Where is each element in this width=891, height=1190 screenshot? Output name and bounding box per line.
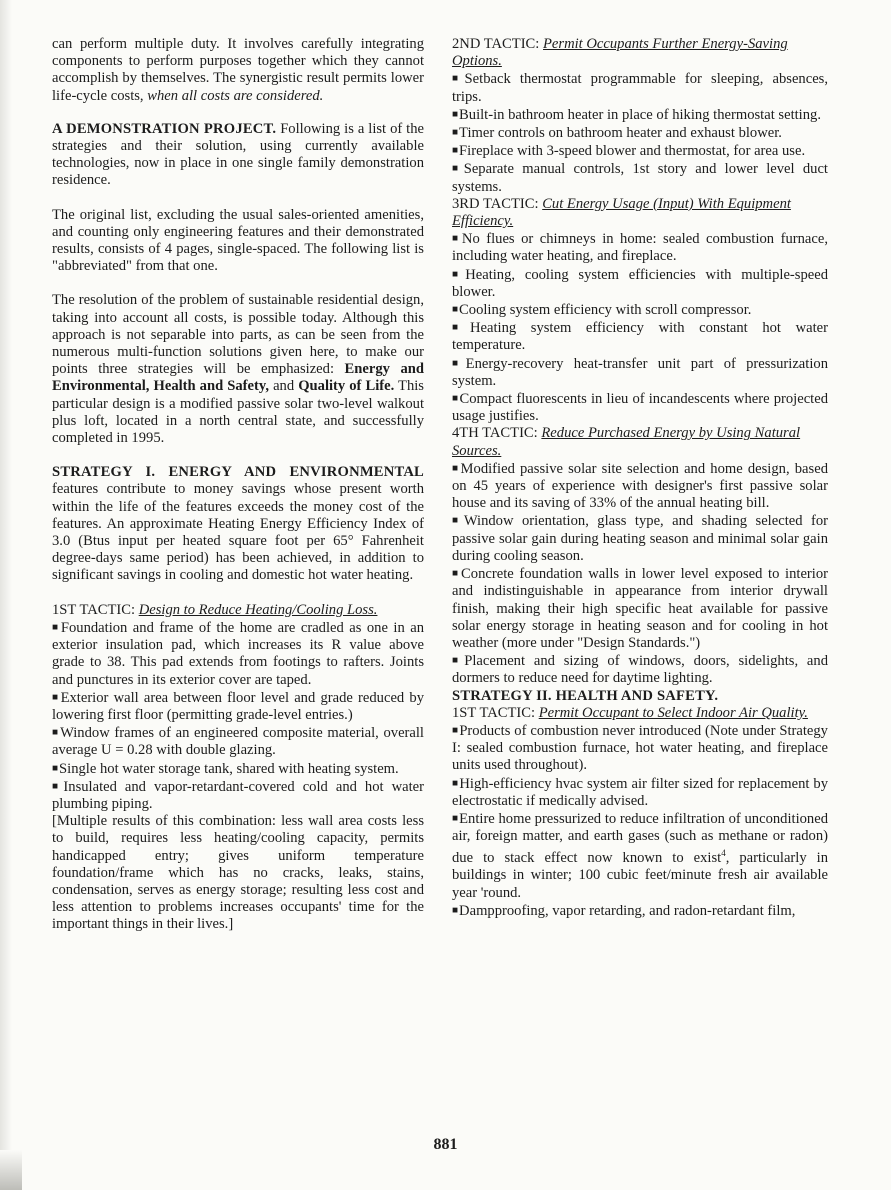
list-item <box>452 301 828 319</box>
tactic1-results: [Multiple results of this combination: less wall area costs less to build, requires less heating/cooling capacity, permits handicapped entry; gives uniform temperature foundation/frame which has no cracks, leaks, stains, condensation, serves as energy storage; resulting less cost and less attention to problems increases occupants' time for the important things in their lives.] <box>52 813 424 933</box>
resolution-text: The resolution of the problem of sustainable residential design, taking into account all costs, is possible today. Although this approach is not separable into parts, as can be seen from the numerous multi-function solutions given here, to make our points three strategies will be emphasized: <box>52 292 424 378</box>
footnote-ref: 4 <box>721 848 726 859</box>
square-bullet-icon: ■ <box>452 233 461 245</box>
s2-tactic1-heading <box>452 705 828 722</box>
list-item-text: Foundation and frame of the home are cradled as one in an exterior insulation pad, which increases its R value above grade to 38. This pad extends from footings to rafters. Joints and punctures in its exterior cover are taped. <box>52 619 424 688</box>
square-bullet-icon: ■ <box>452 904 459 916</box>
list-item <box>452 124 828 142</box>
tactic4-heading <box>452 425 828 459</box>
square-bullet-icon: ■ <box>52 762 59 774</box>
square-bullet-icon: ■ <box>452 145 459 157</box>
square-bullet-icon: ■ <box>452 163 463 175</box>
intro-text: can perform multiple duty. It involves carefully integrating components to perform purposes together which they cannot accomplish by themselves. The synergistic result permits lower life-cycle costs, <box>52 36 424 104</box>
quality-of-life-bold: Quality of Life. <box>298 378 395 395</box>
resolution-end-text: This particular design is a modified passive solar two-level walkout plus loft, located in a north central state, and successfully completed in 1995. <box>52 378 424 447</box>
list-item-text: Placement and sizing of windows, doors, sidelights, and dormers to reduce need for daytime lighting. <box>452 653 828 687</box>
list-item-text: High-efficiency hvac system air filter sized for replacement by electrostatic if medically advised. <box>452 775 828 809</box>
list-item-text: No flues or chimneys in home: sealed combustion furnace, including water heating, and fireplace. <box>452 231 828 265</box>
list-item <box>452 652 828 687</box>
square-bullet-icon: ■ <box>452 777 459 789</box>
demonstration-heading: A DEMONSTRATION PROJECT. <box>52 120 277 137</box>
square-bullet-icon: ■ <box>452 322 469 334</box>
list-item <box>452 106 828 124</box>
list-item <box>452 355 828 390</box>
square-bullet-icon: ■ <box>52 780 63 792</box>
list-item-text: Setback thermostat programmable for sleeping, absences, trips. <box>452 71 828 105</box>
list-item <box>452 902 828 920</box>
list-item-text: Timer controls on bathroom heater and exhaust blower. <box>459 125 782 142</box>
tactic4-label: 4TH TACTIC: <box>452 425 538 442</box>
page-number: 881 <box>433 1136 458 1153</box>
list-item-text: Modified passive solar site selection and home design, based on 45 years of experience with designer's first passive solar house and its saving of 33% of the annual heating bill. <box>452 460 828 512</box>
square-bullet-icon: ■ <box>452 393 459 405</box>
square-bullet-icon: ■ <box>52 621 60 633</box>
s2-tactic1-title: Permit Occupant to Select Indoor Air Quality. <box>538 704 808 721</box>
tactic2-title: Permit Occupants Further Energy-Saving Options. <box>452 36 788 70</box>
demonstration-text: Following is a list of the strategies and their solution, using currently available technologies, now in place in one single family demonstration residence. <box>52 120 425 189</box>
list-item-text: Cooling system efficiency with scroll compressor. <box>459 302 752 319</box>
list-item-text: Energy-recovery heat-transfer unit part of pressurization system. <box>452 355 828 389</box>
square-bullet-icon: ■ <box>452 462 460 474</box>
list-item <box>452 775 828 810</box>
list-item-text: Heating system efficiency with constant hot water temperature. <box>452 320 828 354</box>
list-item-text: Concrete foundation walls in lower level exposed to interior and indistinguishable in appearance from interior drywall finish, making their high specific heat available for passive solar energy storage in heating season and for cooling in hot weather (more under "Design Standards.") <box>452 566 828 651</box>
list-item <box>452 142 828 160</box>
list-item-text: Insulated and vapor-retardant-covered cold and hot water plumbing piping. <box>52 778 424 812</box>
list-item <box>452 266 828 301</box>
list-item <box>452 390 828 425</box>
tactic1-title: Design to Reduce Heating/Cooling Loss. <box>138 601 378 618</box>
list-item <box>52 760 424 778</box>
square-bullet-icon: ■ <box>452 304 459 316</box>
square-bullet-icon: ■ <box>452 357 465 369</box>
list-item-text: Window frames of an engineered composite material, overall average U = 0.28 with double glazing. <box>52 725 424 759</box>
strategy2-heading: STRATEGY II. HEALTH AND SAFETY. <box>452 687 719 704</box>
s2-tactic1-label: 1ST TACTIC: <box>452 704 536 721</box>
tactic3-title: Cut Energy Usage (Input) With Equipment Efficiency. <box>452 195 791 230</box>
strategy1-heading: STRATEGY I. ENERGY AND ENVIRONMENTAL <box>52 464 424 481</box>
tactic3-heading <box>452 196 828 230</box>
tactic1-heading <box>52 602 424 619</box>
tactic2-heading <box>452 36 828 70</box>
list-item <box>452 722 828 775</box>
list-item <box>452 565 828 652</box>
list-item-text: Products of combustion never introduced (Note under Strategy I: sealed combustion furnace, hot water heating, and fireplace units used throughout). <box>452 722 828 774</box>
square-bullet-icon: ■ <box>452 724 459 736</box>
list-item-text: Single hot water storage tank, shared with heating system. <box>59 760 399 777</box>
list-item <box>452 160 828 195</box>
list-item <box>452 230 828 265</box>
demonstration-paragraph <box>52 121 424 190</box>
square-bullet-icon: ■ <box>452 655 464 667</box>
tactic2-label: 2ND TACTIC: <box>452 36 540 52</box>
square-bullet-icon: ■ <box>452 515 463 527</box>
list-item <box>52 689 424 724</box>
resolution-paragraph <box>52 292 424 447</box>
square-bullet-icon: ■ <box>452 127 459 139</box>
list-item <box>452 810 828 902</box>
strategy-names-bold: Energy and Environmental, Health and Safety, <box>52 361 425 395</box>
list-item <box>452 319 828 354</box>
resolution-and: and <box>273 378 295 395</box>
tactic3-label: 3RD TACTIC: <box>452 195 539 212</box>
right-column <box>452 36 828 920</box>
list-item-text: Heating, cooling system efficiencies with multiple-speed blower. <box>452 266 829 300</box>
scan-shadow-bottom <box>0 1150 22 1190</box>
list-item <box>452 512 828 565</box>
list-item-text: Fireplace with 3-speed blower and thermostat, for area use. <box>459 143 806 160</box>
strategy1-text: features contribute to money savings whose present worth within the life of the features exceeds the money cost of the features. An approximate Heating Energy Efficiency Index of 3.0 (Btus input per heated square foot per 65° Fahrenheit degree-days same period) has been achieved, in addition to significant savings in cooling and domestic hot water heating. <box>52 481 424 584</box>
square-bullet-icon: ■ <box>452 568 461 580</box>
strategy1-paragraph <box>52 464 424 584</box>
list-item-text: Dampproofing, vapor retarding, and radon-retardant film, <box>459 902 796 919</box>
list-item <box>452 460 828 513</box>
square-bullet-icon: ■ <box>452 73 464 85</box>
intro-paragraph <box>52 36 424 105</box>
original-list-paragraph: The original list, excluding the usual sales-oriented amenities, and counting only engineering features and their demonstrated results, consists of 4 pages, single-spaced. The following list is "abbreviated" from that one. <box>52 206 424 275</box>
list-item-text: Separate manual controls, 1st story and lower level duct systems. <box>452 161 828 195</box>
list-item-text-end: , particularly in buildings in winter; 100 cubic feet/minute fresh air available year 'round. <box>452 850 829 901</box>
list-item-text: Entire home pressurized to reduce infiltration of unconditioned air, foreign matter, and earth gases (such as methane or radon) due to stack effect now known to exist <box>452 810 828 867</box>
square-bullet-icon: ■ <box>52 691 60 703</box>
list-item <box>452 70 828 105</box>
intro-italic-text: when all costs are considered. <box>147 87 324 104</box>
list-item <box>52 778 424 813</box>
list-item <box>52 724 424 759</box>
square-bullet-icon: ■ <box>52 727 60 739</box>
list-item-text: Built-in bathroom heater in place of hiking thermostat setting. <box>459 106 821 123</box>
scan-shadow-left <box>0 0 12 1190</box>
square-bullet-icon: ■ <box>452 268 465 280</box>
list-item-text: Exterior wall area between floor level and grade reduced by lowering first floor (permitting grade-level entries.) <box>52 689 424 723</box>
list-item-text: Compact fluorescents in lieu of incandescents where projected usage justifies. <box>452 391 828 425</box>
square-bullet-icon: ■ <box>452 812 459 824</box>
list-item-text: Window orientation, glass type, and shading selected for passive solar gain during heating season and minimal solar gain during cooling season. <box>452 513 828 564</box>
tactic4-title: Reduce Purchased Energy by Using Natural Sources. <box>452 425 801 459</box>
square-bullet-icon: ■ <box>452 108 459 120</box>
tactic1-label: 1ST TACTIC: <box>52 601 136 618</box>
left-column <box>52 36 424 934</box>
list-item <box>52 619 424 689</box>
